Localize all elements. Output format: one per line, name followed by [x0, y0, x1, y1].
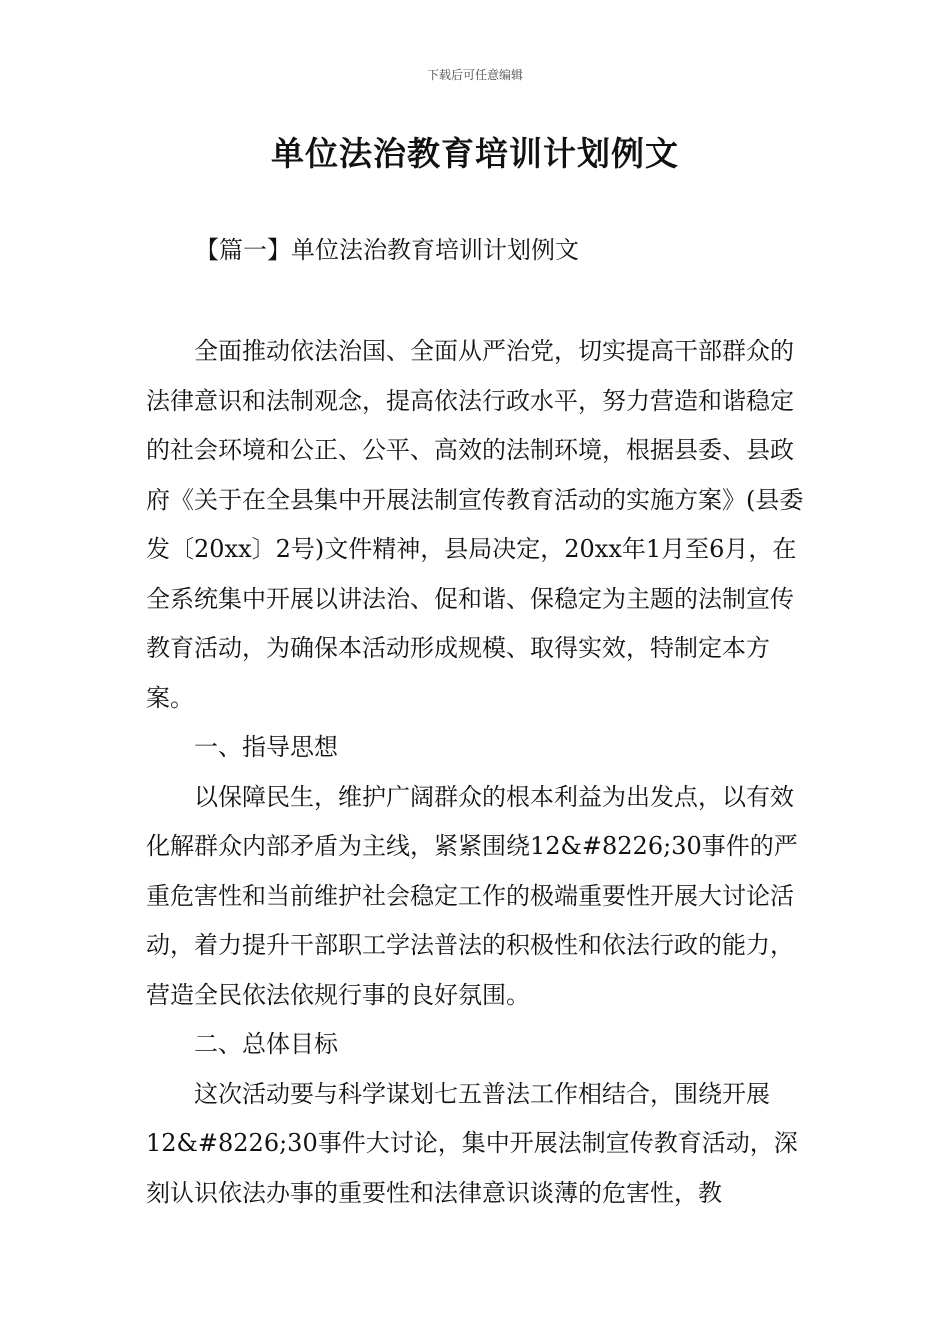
- paragraph-guiding-thought: 以保障民生，维护广阔群众的根本利益为出发点，以有效化解群众内部矛盾为主线，紧紧围绕12&#8226;30事件的严重危害性和当前维护社会稳定工作的极端重要性开展大讨论活动，着力提升干部职工学法普法的积极性和依法行政的能力，营造全民依法依规行事的良好氛围。: [146, 782, 798, 1009]
- heading-guiding-thought: 一、指导思想: [194, 733, 338, 761]
- page-header: 下载后可任意编辑: [426, 68, 523, 82]
- paragraph-overall-goal: 这次活动要与科学谋划七五普法工作相结合，围绕开展12&#8226;30事件大讨论，集中开展法制宣传教育活动，深刻认识依法办事的重要性和法律意识谈薄的危害性，教: [146, 1079, 798, 1207]
- section-heading: 【篇一】单位法治教育培训计划例文: [195, 236, 579, 264]
- paragraph-intro: 全面推动依法治国、全面从严治党，切实提高干部群众的法律意识和法制观念，提高依法行政水平，努力营造和谐稳定的社会环境和公正、公平、高效的法制环境，根据县委、县政府《关于在全县集中开展法制宣传教育活动的实施方案》(县委发〔20xx〕2号)文件精神，县局决定，20xx年1月至6月，在全系统集中开展以讲法治、促和谐、保稳定为主题的法制宣传教育活动，为确保本活动形成规模、取得实效，特制定本方案。: [146, 337, 804, 712]
- heading-overall-goal: 二、总体目标: [194, 1030, 338, 1058]
- document-body: [146, 327, 811, 1218]
- document-title: 单位法治教育培训计划例文: [271, 134, 679, 173]
